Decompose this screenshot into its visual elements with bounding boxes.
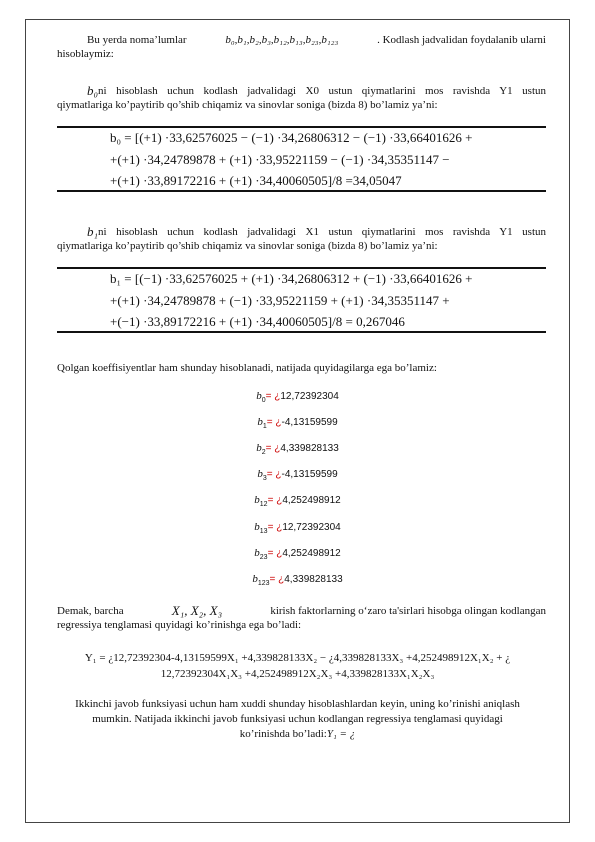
equation2-top-rule	[57, 267, 546, 269]
coefficient-value: -4,13159599	[281, 469, 338, 480]
coefficient-row	[0, 494, 595, 508]
coefficient-subscript: 0	[261, 397, 266, 404]
equation-b0-line1: b₀ = [(+1) ·33,62576025 − (−1) ·34,26806312 − (−1) ·33,66401626 +	[110, 130, 473, 145]
coefficient-row	[0, 468, 595, 482]
b0-symbol: b₀	[87, 83, 99, 98]
equation-b1-line3: +(−1) ·33,89172216 + (+1) ·34,40060505]/8 = 0,267046	[110, 314, 405, 329]
paragraph-b1	[57, 225, 546, 253]
coefficient-equals: = ¿	[267, 522, 283, 533]
coefficient-subscript: 123	[257, 580, 270, 587]
regression-intro-lead: Demak, barcha	[57, 605, 124, 617]
coefficient-symbol: b	[254, 494, 260, 506]
paragraph-unknowns	[57, 33, 546, 61]
equation2-bottom-rule	[57, 331, 546, 333]
coefficient-equals: = ¿	[267, 495, 283, 506]
coefficient-equals: = ¿	[266, 469, 282, 480]
paragraph-remaining: Qolgan koeffisiyentlar ham shunday hisoblanadi, natijada quyidagilarga ega bo’lamiz:	[57, 362, 437, 374]
coefficient-value: -4,13159599	[281, 417, 338, 428]
b0-text-line2: qiymatlariga ko’paytirib qo’shib chiqamiz va sinovlar soniga (bizda 8) bo’lamiz ya’ni:	[57, 99, 438, 111]
coefficient-row	[0, 442, 595, 456]
regression-line1-text: Y₁ = ¿12,72392304-4,13159599X₁ +4,339828133X₂ − ¿4,339828133X₃ +4,252498912X₁X₂ + ¿	[84, 652, 511, 664]
regression-intro-symbols: X₁, X₂, X₃	[171, 603, 223, 618]
coefficient-symbol: b	[256, 390, 262, 402]
equation-b0-line3: +(+1) ·33,89172216 + (+1) ·34,40060505]/8 =34,05047	[110, 173, 402, 188]
coefficient-row	[0, 521, 595, 535]
coefficient-equals: = ¿	[265, 391, 281, 402]
coefficient-equals: = ¿	[266, 417, 282, 428]
equation-b1-line1: b₁ = [(−1) ·33,62576025 + (+1) ·34,26806312 + (−1) ·33,66401626 +	[110, 271, 473, 286]
second-response-line1: Ikkinchi javob funksiyasi uchun ham xuddi shunday hisoblashlardan keyin, uning ko’rinishi aniqlash	[75, 698, 520, 710]
regression-line1	[0, 650, 595, 666]
second-response-formula: Y₁ = ¿	[326, 728, 356, 740]
coefficient-row	[0, 573, 595, 587]
coefficient-subscript: 12	[259, 501, 268, 508]
second-response-line3-text: ko’rinishda bo’ladi:	[239, 728, 327, 740]
coefficient-row	[0, 547, 595, 561]
b1-text-line2: qiymatlariga ko’paytirib qo’shib chiqamiz va sinovlar soniga (bizda 8) bo’lamiz ya’ni:	[57, 240, 438, 252]
regression-intro-tail: kirish faktorlarning o‘zaro ta'sirlari hisobga olingan kodlangan	[270, 605, 546, 617]
equation1-top-rule	[57, 126, 546, 128]
coefficient-subscript: 1	[262, 423, 267, 430]
coefficient-equals: = ¿	[267, 548, 283, 559]
regression-intro-line2: regressiya tenglamasi quyidagi ko’rinishga ega bo’ladi:	[57, 619, 302, 631]
second-response-line2: mumkin. Natijada ikkinchi javob funksiyasi uchun kodlangan regressiya tenglamasi quyidagi	[92, 713, 503, 725]
regression-equation	[0, 650, 595, 682]
paragraph-b0	[57, 84, 546, 112]
unknowns-tail: . Kodlash jadvalidan foydalanib ularni	[377, 34, 546, 46]
coefficient-symbol: b	[257, 468, 263, 480]
coefficient-equals: = ¿	[265, 443, 281, 454]
coefficient-row	[0, 416, 595, 430]
coefficient-symbol: b	[256, 442, 262, 454]
equation-b1-line2: +(+1) ·34,24789878 + (−1) ·33,95221159 + (+1) ·34,35351147 +	[110, 293, 450, 308]
equation1-bottom-rule	[57, 190, 546, 192]
coefficient-symbol: b	[257, 416, 263, 428]
coefficient-value: 4,252498912	[282, 548, 341, 559]
coefficient-value: 12,72392304	[282, 522, 341, 533]
coefficient-value: 4,339828133	[284, 574, 343, 585]
coefficient-symbol: b	[254, 521, 260, 533]
coefficient-value: 12,72392304	[280, 391, 339, 402]
equation-b0-line2: +(+1) ·34,24789878 + (+1) ·33,95221159 − (−1) ·34,35351147 −	[110, 152, 450, 167]
coefficient-value: 4,339828133	[280, 443, 339, 454]
coefficient-value: 4,252498912	[282, 495, 341, 506]
b1-text-line1: ni hisoblash uchun kodlash jadvalidagi X1 ustun qiymatlarini mos ravishda Y1 ustun	[98, 226, 546, 238]
unknowns-line2: hisoblaymiz:	[57, 48, 114, 60]
b0-text-line1: ni hisoblash uchun kodlash jadvalidagi X0 ustun qiymatlarini mos ravishda Y1 ustun	[98, 85, 546, 97]
coefficient-subscript: 3	[262, 475, 267, 482]
second-response-line3	[0, 727, 595, 742]
coefficient-row	[0, 390, 595, 404]
coefficient-symbol: b	[252, 573, 258, 585]
paragraph-regression-intro	[57, 604, 546, 632]
coefficient-subscript: 2	[261, 449, 266, 456]
coefficient-subscript: 13	[259, 528, 268, 535]
regression-line2: 12,72392304X₁X₃ +4,252498912X₂X₃ +4,339828133X₁X₂X₃	[160, 668, 435, 680]
coefficient-equals: = ¿	[269, 574, 285, 585]
paragraph-second-response	[0, 697, 595, 742]
b1-symbol: b₁	[87, 224, 99, 239]
coefficient-subscript: 23	[259, 554, 268, 561]
unknowns-symbols: b₀,b₁,b₂,b₃,b₁₂,b₁₃,b₂₃,b₁₂₃	[225, 34, 339, 46]
coefficient-symbol: b	[254, 547, 260, 559]
unknowns-lead: Bu yerda noma’lumlar	[87, 34, 187, 46]
